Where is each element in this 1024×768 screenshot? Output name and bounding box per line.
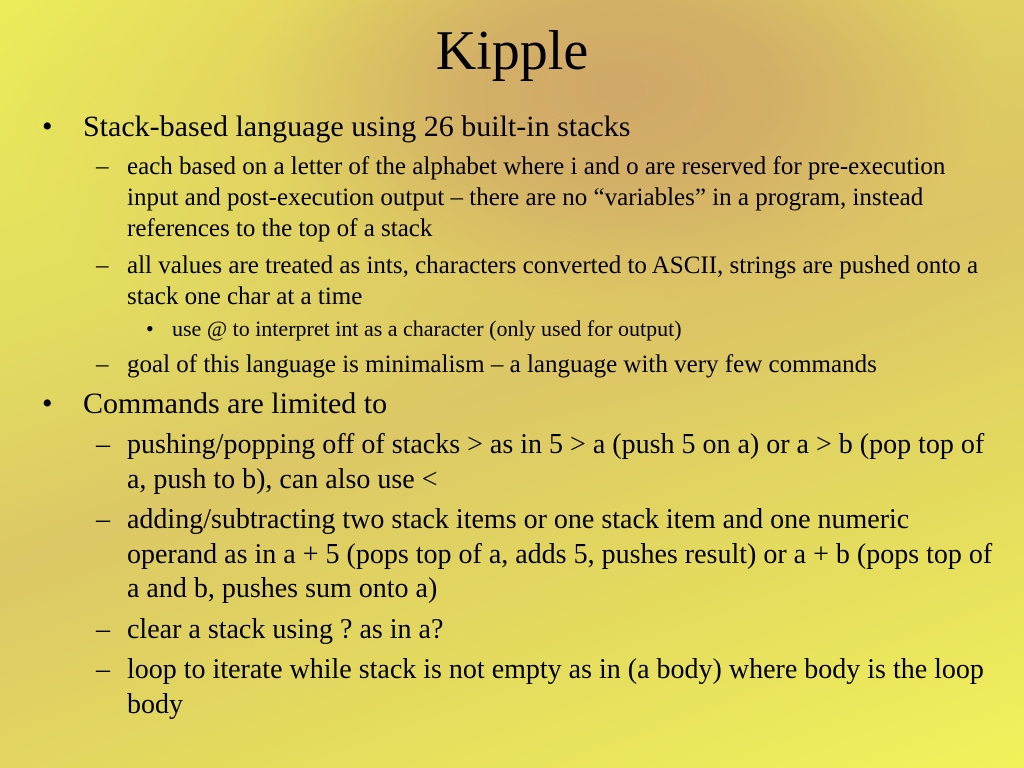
dash-icon: – <box>96 654 110 685</box>
subbullet-push-pop <box>0 428 1024 497</box>
dash-icon: – <box>96 613 110 645</box>
dash-icon: – <box>96 153 109 180</box>
slide-body <box>0 105 1024 722</box>
bullet-commands <box>0 386 1024 422</box>
dash-icon: – <box>96 252 109 279</box>
bullet-icon: • <box>42 387 53 420</box>
subsubbullet-text: use @ to interpret int as a character (only used for output) <box>172 316 682 341</box>
dash-icon: – <box>96 504 110 535</box>
subbullet-letters <box>0 151 1024 244</box>
subsubbullet-at-sign <box>0 315 1024 343</box>
subbullet-add-subtract <box>0 503 1024 607</box>
bullet-icon: • <box>42 110 53 143</box>
subbullet-text: loop to iterate while stack is not empty as in (a body) where body is the loop body <box>127 654 984 720</box>
subbullet-loop <box>0 653 1024 722</box>
subbullet-text: each based on a letter of the alphabet where i and o are reserved for pre-execution input and post-execution output – there are no “variables” in a program, instead references to the top of a stack <box>127 153 946 242</box>
bullet-text: Stack-based language using 26 built-in stacks <box>83 110 631 143</box>
bullet-text: Commands are limited to <box>83 387 388 420</box>
subbullet-clear <box>0 613 1024 648</box>
subbullet-text: all values are treated as ints, characters converted to ASCII, strings are pushed onto a stack one char at a time <box>127 252 979 310</box>
small-bullet-icon: • <box>146 316 154 341</box>
subbullet-minimalism <box>0 349 1024 380</box>
subbullet-text: clear a stack using ? as in a? <box>127 613 444 645</box>
dash-icon: – <box>96 429 110 460</box>
subbullet-text: adding/subtracting two stack items or one stack item and one numeric operand as in a + 5 (pops top of a, adds 5, pushes result) or a + b (pops top of a and b, pushes sum onto a) <box>127 504 993 604</box>
slide-title: Kipple <box>435 20 589 82</box>
bullet-stack-based <box>0 109 1024 145</box>
subbullet-text: goal of this language is minimalism – a language with very few commands <box>127 351 877 378</box>
subbullet-ints <box>0 250 1024 312</box>
dash-icon: – <box>96 351 109 378</box>
subbullet-text: pushing/popping off of stacks > as in 5 > a (push 5 on a) or a > b (pop top of a, push to b), can also use < <box>127 429 985 495</box>
